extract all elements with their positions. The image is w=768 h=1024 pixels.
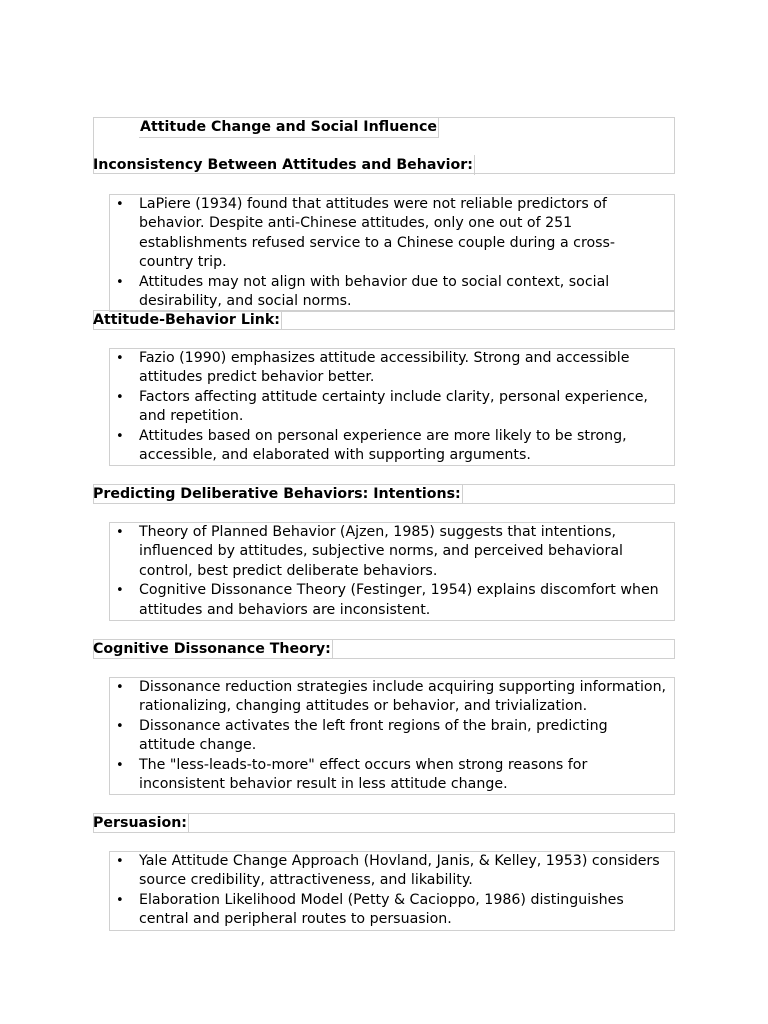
bullet-box-attitude-behavior xyxy=(109,348,675,466)
document-title: Attitude Change and Social Influence xyxy=(139,117,439,138)
bullet-box-dissonance xyxy=(109,677,675,795)
bullet-item: • The "less-leads-to-more" effect occurs when strong reasons for inconsistent behavior result in less attitude change. xyxy=(110,756,668,795)
heading-row-intentions xyxy=(93,484,675,504)
section-heading-dissonance: Cognitive Dissonance Theory: xyxy=(93,641,331,657)
bullet-box-intentions xyxy=(109,522,675,621)
bullet-item: • Yale Attitude Change Approach (Hovland, Janis, & Kelley, 1953) considers source credibility, attractiveness, and likability. xyxy=(110,852,668,891)
bullet-box-persuasion xyxy=(109,851,675,931)
section-heading-persuasion: Persuasion: xyxy=(93,815,187,831)
bullet-item: • Attitudes may not align with behavior due to social context, social desirability, and social norms. xyxy=(110,273,668,312)
section-heading-attitude-behavior: Attitude-Behavior Link: xyxy=(93,312,280,328)
bullet-item: • Dissonance reduction strategies include acquiring supporting information, rationalizing, changing attitudes or behavior, and trivialization. xyxy=(110,678,668,717)
bullet-item: • Theory of Planned Behavior (Ajzen, 1985) suggests that intentions, influenced by attitudes, subjective norms, and perceived behavioral control, best predict deliberate behaviors. xyxy=(110,523,668,581)
bullet-item: • Fazio (1990) emphasizes attitude accessibility. Strong and accessible attitudes predict behavior better. xyxy=(110,349,668,388)
heading-row-persuasion xyxy=(93,813,675,833)
bullet-item: • Cognitive Dissonance Theory (Festinger, 1954) explains discomfort when attitudes and behaviors are inconsistent. xyxy=(110,581,668,620)
heading-row-dissonance xyxy=(93,639,675,659)
bullet-box-inconsistency xyxy=(109,194,675,312)
bullet-item: • Elaboration Likelihood Model (Petty & Cacioppo, 1986) distinguishes central and peripheral routes to persuasion. xyxy=(110,891,668,930)
section-heading-intentions: Predicting Deliberative Behaviors: Intentions: xyxy=(93,486,461,502)
bullet-item: • Dissonance activates the left front regions of the brain, predicting attitude change. xyxy=(110,717,668,756)
bullet-item: • Attitudes based on personal experience are more likely to be strong, accessible, and elaborated with supporting arguments. xyxy=(110,427,668,466)
bullet-item: • Factors affecting attitude certainty include clarity, personal experience, and repetition. xyxy=(110,388,668,427)
title-block xyxy=(93,117,675,174)
heading-row-attitude-behavior xyxy=(93,310,675,330)
section-heading-inconsistency: Inconsistency Between Attitudes and Behavior: xyxy=(93,157,473,173)
bullet-item: • LaPiere (1934) found that attitudes were not reliable predictors of behavior. Despite anti-Chinese attitudes, only one out of 251 establishments refused service to a Chinese couple during a cross-country trip. xyxy=(110,195,668,273)
